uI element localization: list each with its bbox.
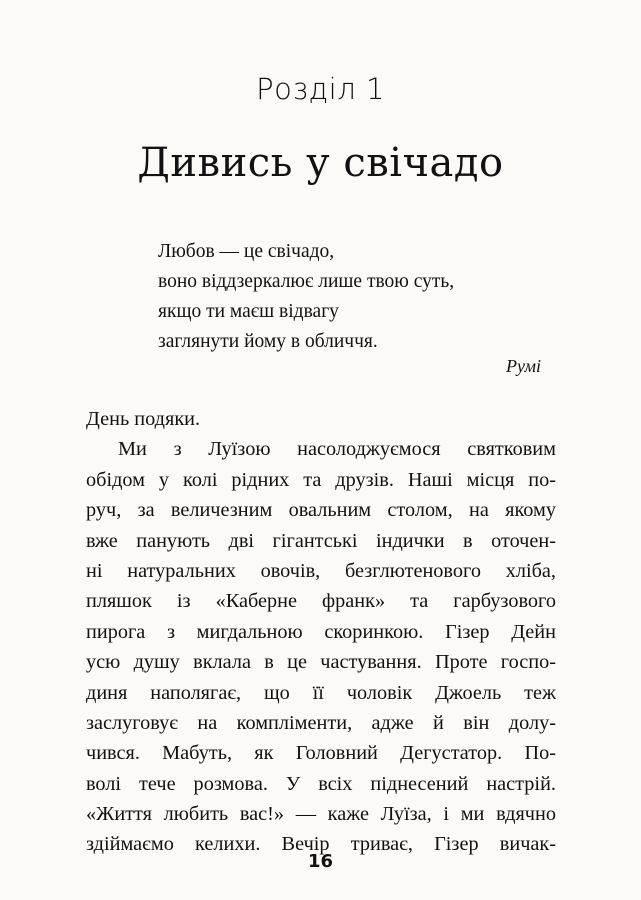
body-line: диня наполягає, що її чоловік Джоель теж bbox=[86, 681, 556, 704]
epigraph-line: воно віддзеркалює лише твою суть, bbox=[158, 271, 455, 292]
chapter-title: Дивись у свічадо bbox=[137, 140, 504, 186]
body-line: обідом у колі рідних та друзів. Наші місця по- bbox=[86, 468, 556, 491]
chapter-label: Розділ 1 bbox=[256, 72, 385, 106]
body-line: пляшок із «Каберне франк» та гарбузового bbox=[86, 590, 556, 613]
epigraph-line: Любов — це свічадо, bbox=[158, 241, 335, 262]
body-line: руч, за величезним овальним столом, на якому bbox=[86, 499, 556, 522]
epigraph bbox=[158, 237, 558, 357]
body-line: усю душу вклала в це частування. Проте госпо- bbox=[86, 651, 556, 674]
body-line: Ми з Луїзою насолоджуємося святковим bbox=[118, 438, 556, 461]
epigraph-line: заглянути йому в обличчя. bbox=[158, 331, 378, 352]
body-line: волі тече розмова. У всіх піднесений настрій. bbox=[86, 772, 556, 795]
body-line: пирога з мигдальною скоринкою. Гізер Дейн bbox=[86, 620, 556, 643]
epigraph-line: якщо ти маєш відвагу bbox=[158, 301, 339, 322]
epigraph-author: Румі bbox=[505, 356, 541, 376]
page-number: 16 bbox=[307, 851, 334, 872]
body-line: День подяки. bbox=[86, 408, 201, 430]
body-line: здіймаємо келихи. Вечір триває, Гізер вичак- bbox=[86, 833, 556, 856]
body-line: заслуговує на компліменти, адже й він долу- bbox=[86, 711, 556, 734]
body-line: чився. Мабуть, як Головний Дегустатор. По- bbox=[86, 742, 556, 765]
body-text bbox=[86, 404, 556, 860]
body-line: вже панують дві гігантські індички в оточен- bbox=[86, 529, 556, 552]
body-line: ні натуральних овочів, безглютенового хліба, bbox=[86, 559, 556, 582]
body-line: «Життя любить вас!» — каже Луїза, і ми вдячно bbox=[86, 803, 556, 826]
